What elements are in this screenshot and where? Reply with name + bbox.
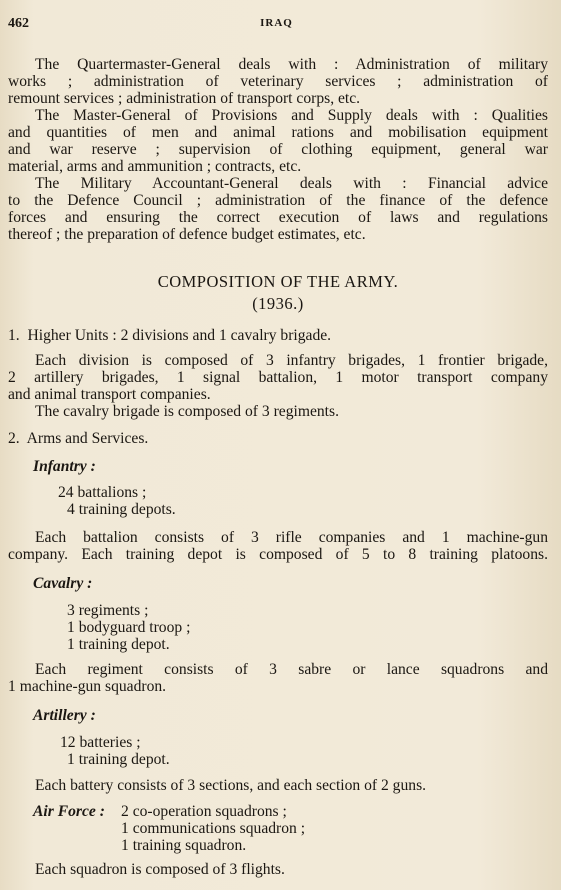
qm-line-2: works ; administration of veterinary services ; administration of <box>8 73 548 90</box>
section-title: COMPOSITION OF THE ARMY. <box>157 272 399 291</box>
qm-line-3: remount services ; administration of transport corps, etc. <box>8 90 361 107</box>
qm-line-1: The Quartermaster-General deals with : Administration of military <box>35 56 548 73</box>
mg-line-3: and war reserve ; supervision of clothing equipment, general war <box>8 141 548 158</box>
cavalry-brigade-line: The cavalry brigade is composed of 3 regiments. <box>35 403 339 420</box>
cavalry-item-3: 1 training depot. <box>67 636 170 653</box>
mg-line-1: The Master-General of Provisions and Supply deals with : Qualities <box>35 107 548 124</box>
ma-line-1: The Military Accountant-General deals with : Financial advice <box>35 175 548 192</box>
artillery-item-1: 12 batteries ; <box>60 734 141 751</box>
cavalry-item-2: 1 bodyguard troop ; <box>67 619 191 636</box>
running-head: IRAQ <box>260 17 293 29</box>
higher-units-heading: 1. Higher Units : 2 divisions and 1 cavalry brigade. <box>8 327 332 344</box>
infantry-para-2: company. Each training depot is composed of 5 to 8 training platoons. <box>8 546 548 563</box>
cavalry-para-2: 1 machine-gun squadron. <box>8 678 167 695</box>
artillery-item-2: 1 training depot. <box>67 751 170 768</box>
page-header <box>8 16 545 36</box>
cavalry-para-1: Each regiment consists of 3 sabre or lance squadrons and <box>35 661 548 678</box>
section-year: (1936.) <box>252 294 304 313</box>
infantry-item-1: 24 battalions ; <box>58 484 147 501</box>
airforce-item-2: 1 communications squadron ; <box>121 820 306 837</box>
arms-services-heading: 2. Arms and Services. <box>8 430 149 447</box>
ma-line-3: forces and ensuring the correct execution of laws and regulations <box>8 209 548 226</box>
ma-line-4: thereof ; the preparation of defence budget estimates, etc. <box>8 226 366 243</box>
cavalry-label: Cavalry : <box>33 575 93 592</box>
cavalry-item-1: 3 regiments ; <box>67 602 149 619</box>
airforce-item-1: 2 co-operation squadrons ; <box>121 803 287 820</box>
division-line-2: 2 artillery brigades, 1 signal battalion, 1 motor transport company <box>8 369 548 386</box>
airforce-label: Air Force : <box>33 803 105 820</box>
infantry-label: Infantry : <box>33 458 96 475</box>
ma-line-2: to the Defence Council ; administration of the finance of the defence <box>8 192 548 209</box>
artillery-para: Each battery consists of 3 sections, and each section of 2 guns. <box>35 777 427 794</box>
airforce-para: Each squadron is composed of 3 flights. <box>35 861 285 878</box>
division-line-1: Each division is composed of 3 infantry brigades, 1 frontier brigade, <box>35 352 548 369</box>
airforce-item-3: 1 training squadron. <box>121 837 247 854</box>
artillery-label: Artillery : <box>33 707 96 724</box>
mg-line-2: and quantities of men and animal rations and mobilisation equipment <box>8 124 548 141</box>
division-line-3: and animal transport companies. <box>8 386 211 403</box>
infantry-para-1: Each battalion consists of 3 rifle companies and 1 machine-gun <box>35 529 548 546</box>
mg-line-4: material, arms and ammunition ; contracts, etc. <box>8 158 302 175</box>
infantry-item-2: 4 training depots. <box>67 501 176 518</box>
page-number: 462 <box>8 16 29 31</box>
